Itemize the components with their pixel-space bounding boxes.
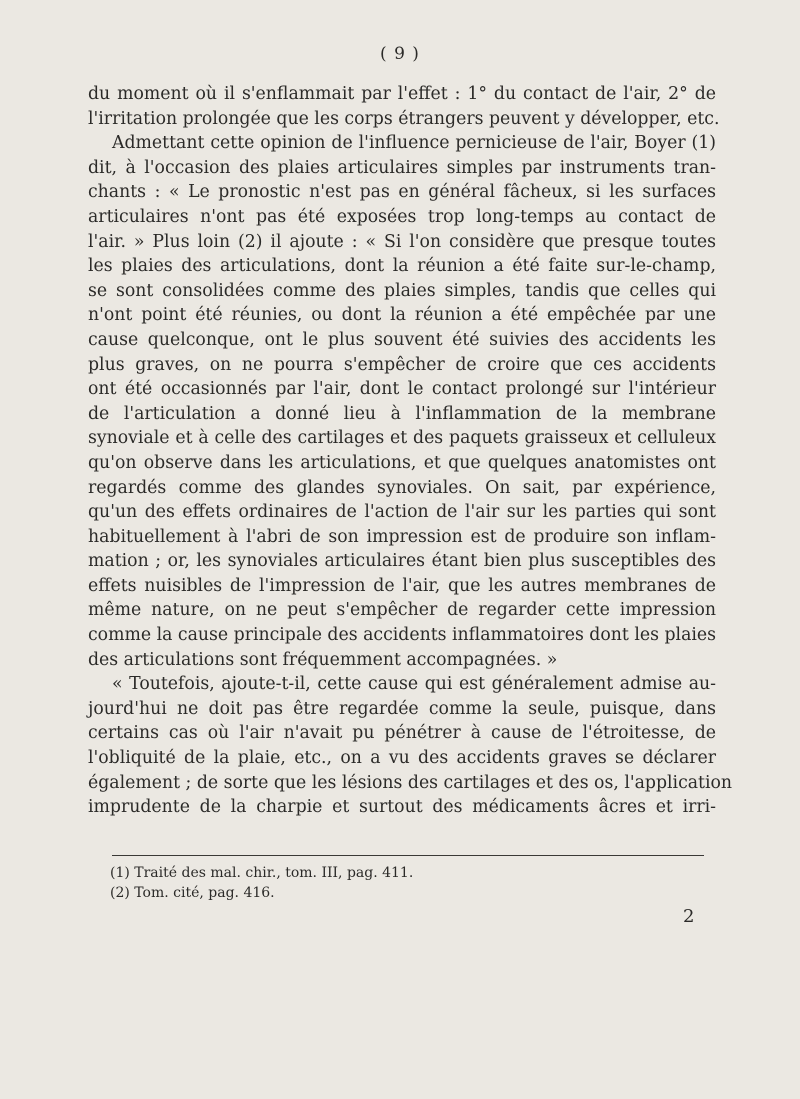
text-line: même nature, on ne peut s'empêcher de regarder cette impression: [88, 600, 716, 621]
footnote-2: (2) Tom. cité, pag. 416.: [110, 885, 275, 901]
text-line: cause quelconque, ont le plus souvent été suivies des accidents les: [88, 329, 716, 350]
text-line: synoviale et à celle des cartilages et des paquets graisseux et celluleux: [88, 428, 716, 449]
text-line: mation ; or, les synoviales articulaires étant bien plus susceptibles des: [88, 551, 716, 572]
text-line: l'air. » Plus loin (2) il ajoute : « Si l'on considère que presque toutes: [88, 231, 716, 252]
text-line: certains cas où l'air n'avait pu pénétrer à cause de l'étroitesse, de: [88, 723, 716, 744]
text-line: ont été occasionnés par l'air, dont le contact prolongé sur l'intérieur: [88, 379, 716, 400]
text-line: chants : « Le pronostic n'est pas en général fâcheux, si les surfaces: [88, 182, 716, 203]
text-line: également ; de sorte que les lésions des cartilages et des os, l'application: [88, 772, 733, 793]
text-line: « Toutefois, ajoute-t-il, cette cause qui est généralement admise au-: [112, 674, 716, 695]
text-line: l'irritation prolongée que les corps étrangers peuvent y développer, etc.: [88, 108, 720, 129]
text-line: regardés comme des glandes synoviales. On sait, par expérience,: [88, 477, 716, 498]
footnote-rule: [112, 855, 704, 856]
page-number: ( 9 ): [380, 44, 420, 64]
text-line: de l'articulation a donné lieu à l'inflammation de la membrane: [88, 403, 716, 424]
text-line: Admettant cette opinion de l'influence pernicieuse de l'air, Boyer (1): [112, 133, 716, 154]
text-line: qu'un des effets ordinaires de l'action de l'air sur les parties qui sont: [88, 502, 716, 523]
text-line: l'obliquité de la plaie, etc., on a vu des accidents graves se déclarer: [88, 748, 716, 769]
footnote-1: (1) Traité des mal. chir., tom. III, pag. 411.: [110, 865, 414, 881]
text-line: effets nuisibles de l'impression de l'air, que les autres membranes de: [88, 575, 716, 596]
text-line: du moment où il s'enflammait par l'effet : 1° du contact de l'air, 2° de: [88, 84, 716, 104]
body-text: [88, 82, 733, 820]
text-line: articulaires n'ont pas été exposées trop long-temps au contact de: [88, 206, 716, 227]
text-line: dit, à l'occasion des plaies articulaires simples par instruments tran-: [88, 157, 716, 178]
text-line: imprudente de la charpie et surtout des médicaments âcres et irri-: [88, 797, 716, 818]
text-line: les plaies des articulations, dont la réunion a été faite sur-le-champ,: [88, 256, 716, 277]
text-line: qu'on observe dans les articulations, et que quelques anatomistes ont: [88, 452, 716, 473]
text-line: comme la cause principale des accidents inflammatoires dont les plaies: [88, 625, 716, 646]
text-line: jourd'hui ne doit pas être regardée comme la seule, puisque, dans: [88, 698, 716, 719]
text-line: se sont consolidées comme des plaies simples, tandis que celles qui: [88, 280, 716, 301]
footnotes: [110, 863, 710, 903]
text-line: des articulations sont fréquemment accompagnées. »: [88, 649, 558, 670]
text-line: habituellement à l'abri de son impression est de produire son inflam-: [88, 526, 716, 547]
text-line: n'ont point été réunies, ou dont la réunion a été empêchée par une: [88, 305, 716, 326]
text-line: plus graves, on ne pourra s'empêcher de croire que ces accidents: [88, 354, 716, 375]
signature-mark: 2: [683, 906, 695, 927]
